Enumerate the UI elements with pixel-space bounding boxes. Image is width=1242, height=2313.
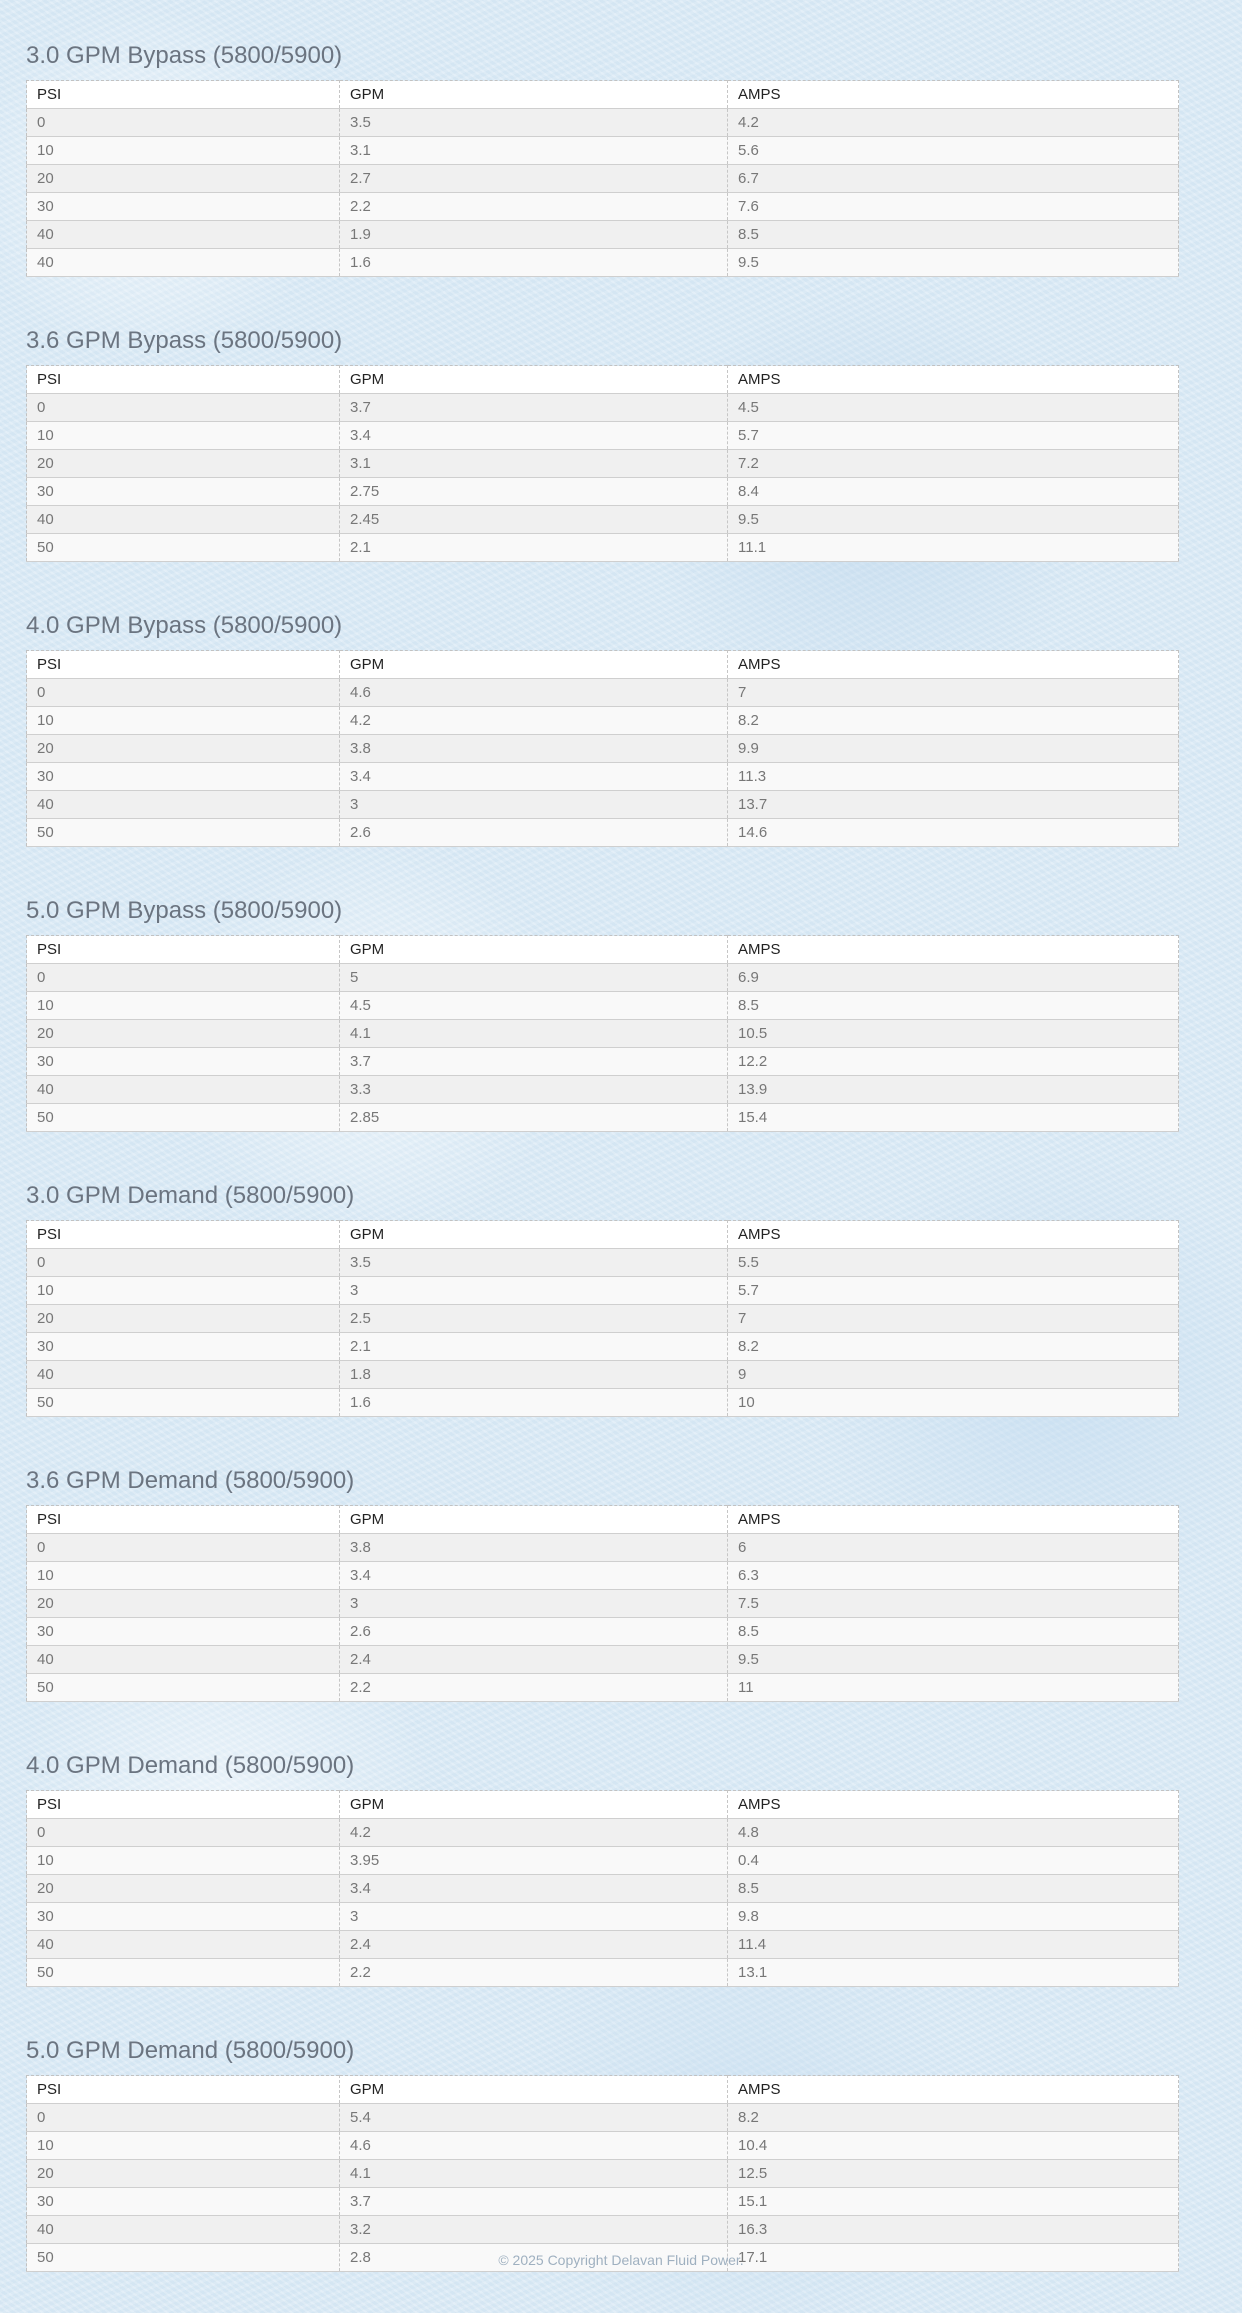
gpm-cell: 3 xyxy=(340,1590,728,1618)
amps-cell: 10.4 xyxy=(728,2132,1179,2160)
gpm-cell: 2.45 xyxy=(340,506,728,534)
table-title: 3.0 GPM Demand (5800/5900) xyxy=(26,1182,355,1209)
spec-table xyxy=(26,650,1179,847)
header-row xyxy=(27,1506,1179,1534)
header-row xyxy=(27,936,1179,964)
table-title: 3.6 GPM Demand (5800/5900) xyxy=(26,1467,355,1494)
psi-cell: 0 xyxy=(27,1819,340,1847)
table-row xyxy=(27,1903,1179,1931)
table-row xyxy=(27,137,1179,165)
gpm-cell: 4.6 xyxy=(340,679,728,707)
amps-cell: 7 xyxy=(728,679,1179,707)
psi-cell: 50 xyxy=(27,1104,340,1132)
amps-cell: 5.7 xyxy=(728,1277,1179,1305)
table-row xyxy=(27,450,1179,478)
spec-table xyxy=(26,935,1179,1132)
amps-cell: 13.1 xyxy=(728,1959,1179,1987)
copyright-text: © 2025 Copyright Delavan Fluid Power. xyxy=(498,2252,744,2268)
amps-cell: 6.7 xyxy=(728,165,1179,193)
table-title: 4.0 GPM Demand (5800/5900) xyxy=(26,1752,355,1779)
table-row xyxy=(27,964,1179,992)
column-header-gpm: GPM xyxy=(340,366,728,394)
psi-cell: 30 xyxy=(27,1618,340,1646)
table-row xyxy=(27,1646,1179,1674)
gpm-cell: 2.75 xyxy=(340,478,728,506)
gpm-cell: 3.2 xyxy=(340,2216,728,2244)
header-row xyxy=(27,651,1179,679)
psi-cell: 50 xyxy=(27,819,340,847)
gpm-cell: 3.1 xyxy=(340,450,728,478)
table-row xyxy=(27,1618,1179,1646)
table-title: 4.0 GPM Bypass (5800/5900) xyxy=(26,612,343,639)
table-row xyxy=(27,679,1179,707)
psi-cell: 20 xyxy=(27,1020,340,1048)
gpm-cell: 2.7 xyxy=(340,165,728,193)
amps-cell: 4.2 xyxy=(728,109,1179,137)
table-row xyxy=(27,394,1179,422)
table-row xyxy=(27,2160,1179,2188)
gpm-cell: 2.1 xyxy=(340,1333,728,1361)
psi-cell: 50 xyxy=(27,2244,340,2272)
table-title: 5.0 GPM Demand (5800/5900) xyxy=(26,2037,355,2064)
psi-cell: 40 xyxy=(27,1931,340,1959)
amps-cell: 8.2 xyxy=(728,1333,1179,1361)
table-row xyxy=(27,1819,1179,1847)
gpm-cell: 2.8 xyxy=(340,2244,728,2272)
table-row xyxy=(27,221,1179,249)
amps-cell: 7.2 xyxy=(728,450,1179,478)
amps-cell: 4.8 xyxy=(728,1819,1179,1847)
psi-cell: 10 xyxy=(27,707,340,735)
amps-cell: 9.9 xyxy=(728,735,1179,763)
table-section xyxy=(26,1752,1178,2025)
gpm-cell: 4.2 xyxy=(340,1819,728,1847)
gpm-cell: 3.4 xyxy=(340,763,728,791)
column-header-gpm: GPM xyxy=(340,651,728,679)
amps-cell: 12.5 xyxy=(728,2160,1179,2188)
amps-cell: 11.1 xyxy=(728,534,1179,562)
table-row xyxy=(27,1562,1179,1590)
amps-cell: 10.5 xyxy=(728,1020,1179,1048)
amps-cell: 8.5 xyxy=(728,992,1179,1020)
psi-cell: 10 xyxy=(27,137,340,165)
gpm-cell: 3.1 xyxy=(340,137,728,165)
amps-cell: 9.5 xyxy=(728,1646,1179,1674)
amps-cell: 12.2 xyxy=(728,1048,1179,1076)
psi-cell: 50 xyxy=(27,1389,340,1417)
psi-cell: 50 xyxy=(27,1959,340,1987)
gpm-cell: 3.7 xyxy=(340,394,728,422)
spec-table xyxy=(26,365,1179,562)
psi-cell: 40 xyxy=(27,2216,340,2244)
psi-cell: 0 xyxy=(27,1534,340,1562)
gpm-cell: 4.1 xyxy=(340,1020,728,1048)
gpm-cell: 3.3 xyxy=(340,1076,728,1104)
amps-cell: 6.3 xyxy=(728,1562,1179,1590)
column-header-psi: PSI xyxy=(27,1506,340,1534)
column-header-amps: AMPS xyxy=(728,2076,1179,2104)
amps-cell: 6 xyxy=(728,1534,1179,1562)
amps-cell: 0.4 xyxy=(728,1847,1179,1875)
psi-cell: 40 xyxy=(27,249,340,277)
table-row xyxy=(27,193,1179,221)
amps-cell: 5.5 xyxy=(728,1249,1179,1277)
amps-cell: 9.5 xyxy=(728,506,1179,534)
table-row xyxy=(27,2188,1179,2216)
psi-cell: 40 xyxy=(27,1076,340,1104)
amps-cell: 9 xyxy=(728,1361,1179,1389)
gpm-cell: 2.6 xyxy=(340,819,728,847)
table-row xyxy=(27,992,1179,1020)
psi-cell: 20 xyxy=(27,1590,340,1618)
table-row xyxy=(27,1076,1179,1104)
table-section xyxy=(26,1467,1178,1740)
psi-cell: 20 xyxy=(27,735,340,763)
amps-cell: 8.2 xyxy=(728,2104,1179,2132)
table-row xyxy=(27,1048,1179,1076)
gpm-cell: 2.5 xyxy=(340,1305,728,1333)
gpm-cell: 5 xyxy=(340,964,728,992)
amps-cell: 8.4 xyxy=(728,478,1179,506)
amps-cell: 5.6 xyxy=(728,137,1179,165)
gpm-cell: 2.2 xyxy=(340,193,728,221)
psi-cell: 0 xyxy=(27,2104,340,2132)
spec-table xyxy=(26,1505,1179,1702)
amps-cell: 16.3 xyxy=(728,2216,1179,2244)
gpm-cell: 2.1 xyxy=(340,534,728,562)
amps-cell: 4.5 xyxy=(728,394,1179,422)
header-row xyxy=(27,2076,1179,2104)
table-row xyxy=(27,422,1179,450)
column-header-gpm: GPM xyxy=(340,1506,728,1534)
amps-cell: 9.8 xyxy=(728,1903,1179,1931)
table-title: 5.0 GPM Bypass (5800/5900) xyxy=(26,897,343,924)
gpm-cell: 1.8 xyxy=(340,1361,728,1389)
gpm-cell: 3.4 xyxy=(340,1562,728,1590)
psi-cell: 0 xyxy=(27,394,340,422)
table-row xyxy=(27,763,1179,791)
amps-cell: 13.7 xyxy=(728,791,1179,819)
table-row xyxy=(27,165,1179,193)
psi-cell: 20 xyxy=(27,165,340,193)
spec-table xyxy=(26,2075,1179,2272)
amps-cell: 11 xyxy=(728,1674,1179,1702)
gpm-cell: 3.8 xyxy=(340,1534,728,1562)
column-header-gpm: GPM xyxy=(340,1791,728,1819)
gpm-cell: 1.6 xyxy=(340,1389,728,1417)
table-section xyxy=(26,1182,1178,1455)
gpm-cell: 3.4 xyxy=(340,1875,728,1903)
table-section xyxy=(26,612,1178,885)
psi-cell: 20 xyxy=(27,450,340,478)
column-header-psi: PSI xyxy=(27,936,340,964)
spec-table xyxy=(26,1790,1179,1987)
psi-cell: 40 xyxy=(27,1361,340,1389)
column-header-amps: AMPS xyxy=(728,1221,1179,1249)
amps-cell: 11.3 xyxy=(728,763,1179,791)
psi-cell: 30 xyxy=(27,1903,340,1931)
psi-cell: 0 xyxy=(27,964,340,992)
table-row xyxy=(27,506,1179,534)
header-row xyxy=(27,81,1179,109)
table-row xyxy=(27,819,1179,847)
table-section xyxy=(26,2037,1178,2310)
amps-cell: 8.5 xyxy=(728,1618,1179,1646)
amps-cell: 8.5 xyxy=(728,1875,1179,1903)
gpm-cell: 2.2 xyxy=(340,1959,728,1987)
table-row xyxy=(27,1931,1179,1959)
table-title: 3.6 GPM Bypass (5800/5900) xyxy=(26,327,343,354)
column-header-amps: AMPS xyxy=(728,936,1179,964)
psi-cell: 10 xyxy=(27,1847,340,1875)
spec-table xyxy=(26,1220,1179,1417)
psi-cell: 0 xyxy=(27,1249,340,1277)
spec-table xyxy=(26,80,1179,277)
column-header-gpm: GPM xyxy=(340,936,728,964)
gpm-cell: 2.4 xyxy=(340,1646,728,1674)
amps-cell: 15.1 xyxy=(728,2188,1179,2216)
gpm-cell: 3.8 xyxy=(340,735,728,763)
table-row xyxy=(27,478,1179,506)
psi-cell: 40 xyxy=(27,791,340,819)
psi-cell: 10 xyxy=(27,1562,340,1590)
column-header-psi: PSI xyxy=(27,81,340,109)
amps-cell: 7 xyxy=(728,1305,1179,1333)
amps-cell: 7.5 xyxy=(728,1590,1179,1618)
gpm-cell: 3 xyxy=(340,1903,728,1931)
column-header-amps: AMPS xyxy=(728,81,1179,109)
gpm-cell: 3.5 xyxy=(340,1249,728,1277)
amps-cell: 7.6 xyxy=(728,193,1179,221)
amps-cell: 9.5 xyxy=(728,249,1179,277)
amps-cell: 5.7 xyxy=(728,422,1179,450)
table-row xyxy=(27,1534,1179,1562)
amps-cell: 11.4 xyxy=(728,1931,1179,1959)
header-row xyxy=(27,366,1179,394)
table-row xyxy=(27,1875,1179,1903)
table-row xyxy=(27,1277,1179,1305)
gpm-cell: 3.7 xyxy=(340,2188,728,2216)
table-row xyxy=(27,707,1179,735)
table-row xyxy=(27,1020,1179,1048)
table-row xyxy=(27,735,1179,763)
psi-cell: 40 xyxy=(27,1646,340,1674)
psi-cell: 10 xyxy=(27,422,340,450)
table-row xyxy=(27,1305,1179,1333)
gpm-cell: 2.2 xyxy=(340,1674,728,1702)
amps-cell: 6.9 xyxy=(728,964,1179,992)
psi-cell: 30 xyxy=(27,193,340,221)
table-row xyxy=(27,249,1179,277)
table-section xyxy=(26,897,1178,1170)
column-header-psi: PSI xyxy=(27,651,340,679)
psi-cell: 0 xyxy=(27,109,340,137)
column-header-psi: PSI xyxy=(27,2076,340,2104)
column-header-amps: AMPS xyxy=(728,1506,1179,1534)
gpm-cell: 1.9 xyxy=(340,221,728,249)
table-row xyxy=(27,2104,1179,2132)
psi-cell: 50 xyxy=(27,534,340,562)
gpm-cell: 3.4 xyxy=(340,422,728,450)
table-row xyxy=(27,534,1179,562)
gpm-cell: 4.6 xyxy=(340,2132,728,2160)
column-header-amps: AMPS xyxy=(728,366,1179,394)
gpm-cell: 4.5 xyxy=(340,992,728,1020)
gpm-cell: 2.4 xyxy=(340,1931,728,1959)
psi-cell: 30 xyxy=(27,763,340,791)
psi-cell: 30 xyxy=(27,2188,340,2216)
column-header-amps: AMPS xyxy=(728,1791,1179,1819)
gpm-cell: 3 xyxy=(340,791,728,819)
gpm-cell: 1.6 xyxy=(340,249,728,277)
amps-cell: 13.9 xyxy=(728,1076,1179,1104)
table-row xyxy=(27,1249,1179,1277)
table-row xyxy=(27,791,1179,819)
gpm-cell: 4.1 xyxy=(340,2160,728,2188)
psi-cell: 0 xyxy=(27,679,340,707)
table-row xyxy=(27,2216,1179,2244)
column-header-gpm: GPM xyxy=(340,1221,728,1249)
table-row xyxy=(27,1104,1179,1132)
amps-cell: 8.5 xyxy=(728,221,1179,249)
table-title: 3.0 GPM Bypass (5800/5900) xyxy=(26,42,343,69)
table-row xyxy=(27,1847,1179,1875)
column-header-psi: PSI xyxy=(27,1791,340,1819)
column-header-psi: PSI xyxy=(27,1221,340,1249)
psi-cell: 30 xyxy=(27,478,340,506)
gpm-cell: 3.5 xyxy=(340,109,728,137)
psi-cell: 20 xyxy=(27,1875,340,1903)
psi-cell: 30 xyxy=(27,1048,340,1076)
table-row xyxy=(27,1333,1179,1361)
gpm-cell: 3.7 xyxy=(340,1048,728,1076)
psi-cell: 50 xyxy=(27,1674,340,1702)
footer xyxy=(0,2252,1242,2268)
column-header-amps: AMPS xyxy=(728,651,1179,679)
psi-cell: 20 xyxy=(27,1305,340,1333)
table-row xyxy=(27,1959,1179,1987)
amps-cell: 15.4 xyxy=(728,1104,1179,1132)
header-row xyxy=(27,1791,1179,1819)
spec-tables-container xyxy=(26,30,1178,2310)
psi-cell: 40 xyxy=(27,221,340,249)
gpm-cell: 4.2 xyxy=(340,707,728,735)
table-row xyxy=(27,1674,1179,1702)
table-row xyxy=(27,1590,1179,1618)
psi-cell: 30 xyxy=(27,1333,340,1361)
table-row xyxy=(27,1361,1179,1389)
psi-cell: 10 xyxy=(27,1277,340,1305)
gpm-cell: 2.6 xyxy=(340,1618,728,1646)
amps-cell: 8.2 xyxy=(728,707,1179,735)
table-section xyxy=(26,327,1178,600)
table-section xyxy=(26,42,1178,315)
table-row xyxy=(27,2132,1179,2160)
psi-cell: 10 xyxy=(27,992,340,1020)
amps-cell: 17.1 xyxy=(728,2244,1179,2272)
gpm-cell: 3 xyxy=(340,1277,728,1305)
psi-cell: 40 xyxy=(27,506,340,534)
column-header-psi: PSI xyxy=(27,366,340,394)
column-header-gpm: GPM xyxy=(340,2076,728,2104)
amps-cell: 10 xyxy=(728,1389,1179,1417)
amps-cell: 14.6 xyxy=(728,819,1179,847)
table-row xyxy=(27,109,1179,137)
column-header-gpm: GPM xyxy=(340,81,728,109)
gpm-cell: 5.4 xyxy=(340,2104,728,2132)
psi-cell: 10 xyxy=(27,2132,340,2160)
gpm-cell: 3.95 xyxy=(340,1847,728,1875)
gpm-cell: 2.85 xyxy=(340,1104,728,1132)
header-row xyxy=(27,1221,1179,1249)
psi-cell: 20 xyxy=(27,2160,340,2188)
table-row xyxy=(27,1389,1179,1417)
